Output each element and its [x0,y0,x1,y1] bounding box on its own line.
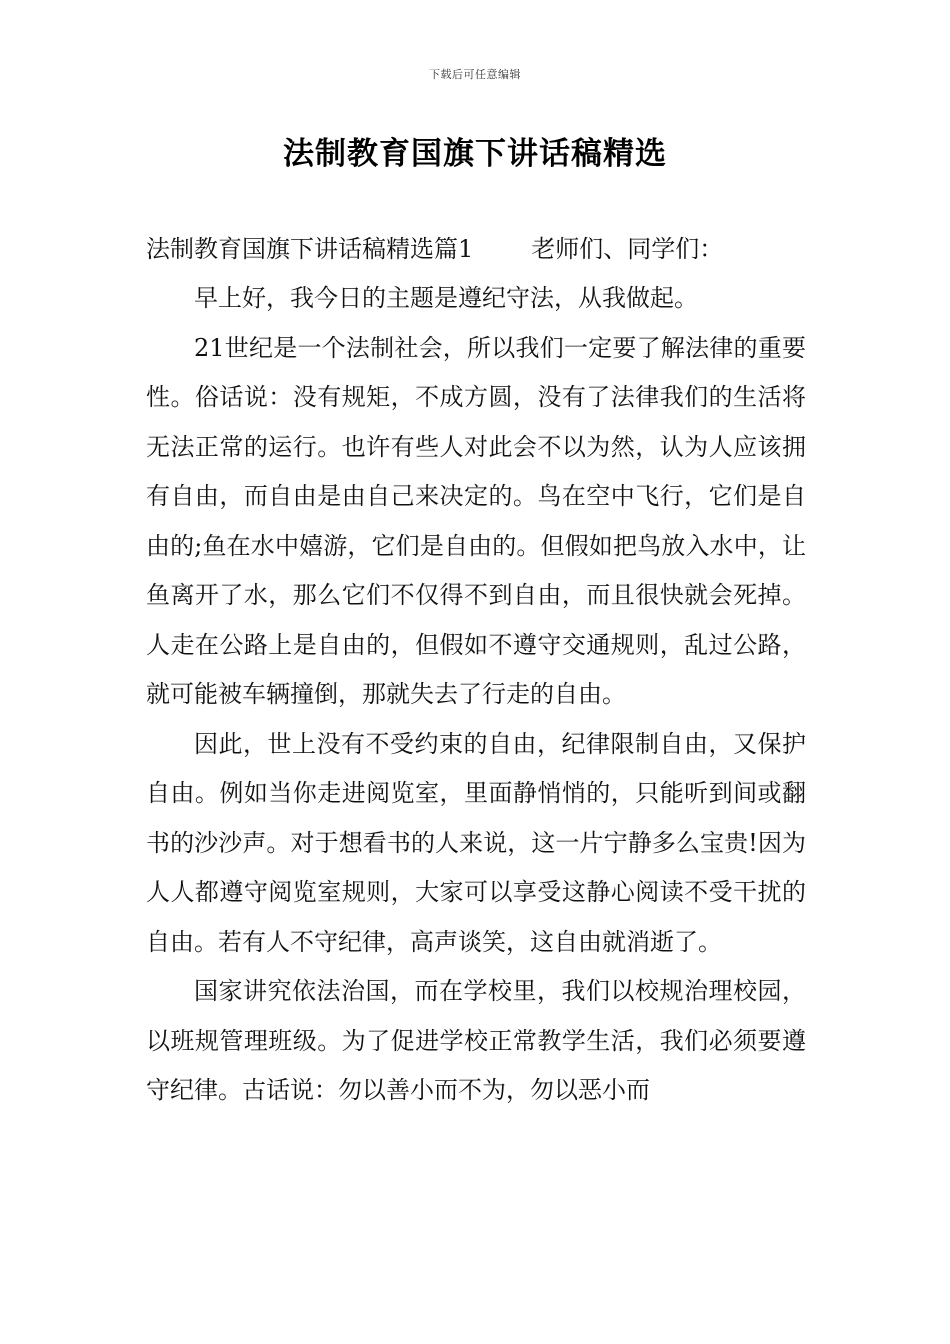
section-heading: 法制教育国旗下讲话稿精选篇1 [146,235,474,263]
paragraph-freedom-discipline: 因此，世上没有不受约束的自由，纪律限制自由，又保护自由。例如当你走进阅览室，里面静悄悄的，只能听到间或翻书的沙沙声。对于想看书的人来说，这一片宁静多么宝贵!因为人人都遵守阅览室规则，大家可以享受这静心阅读不受干扰的自由。若有人不守纪律，高声谈笑，这自由就消逝了。 [146,729,806,956]
paragraph-school-rules: 国家讲究依法治国，而在学校里，我们以校规治理校园，以班规管理班级。为了促进学校正常教学生活，我们必须要遵守纪律。古话说：勿以善小而不为，勿以恶小而 [146,977,806,1104]
heading-line [146,224,806,274]
document-body [146,224,806,1116]
salutation: 老师们、同学们： [531,235,724,263]
paragraph-law-importance: 21世纪是一个法制社会，所以我们一定要了解法律的重要性。俗话说：没有规矩，不成方圆，没有了法律我们的生活将无法正常的运行。也许有些人对此会不以为然，认为人应该拥有自由，而自由是由自己来决定的。鸟在空中飞行，它们是自由的;鱼在水中嬉游，它们是自由的。但假如把鸟放入水中，让鱼离开了水，那么它们不仅得不到自由，而且很快就会死掉。人走在公路上是自由的，但假如不遵守交通规则，乱过公路，就可能被车辆撞倒，那就失去了行走的自由。 [146,333,806,708]
paragraph-greeting: 早上好，我今日的主题是遵纪守法，从我做起。 [194,284,698,312]
header-note: 下载后可任意编辑 [429,68,521,81]
document-title: 法制教育国旗下讲话稿精选 [283,136,667,172]
